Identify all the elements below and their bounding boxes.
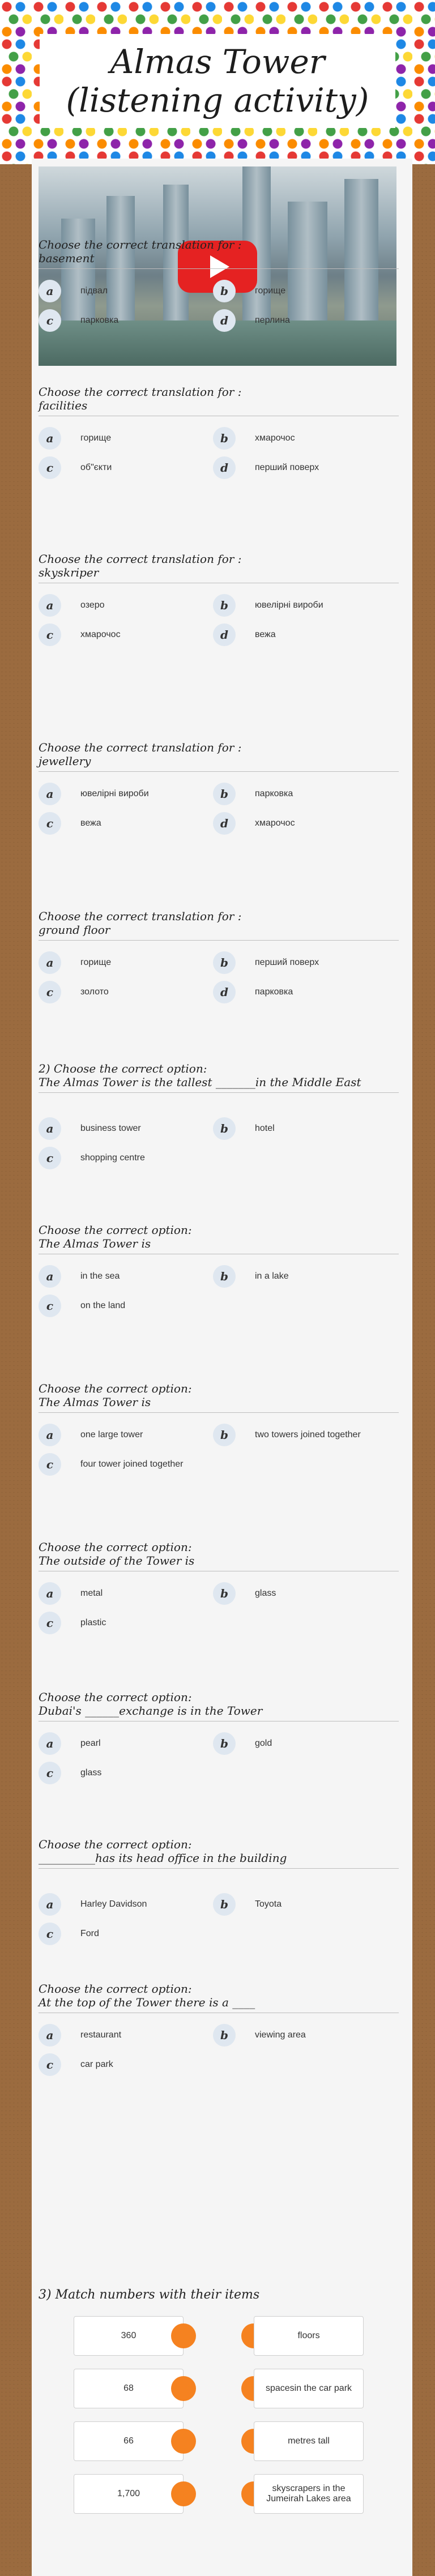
- option-letter-badge: c: [39, 456, 61, 479]
- option-letter-badge: a: [39, 1893, 61, 1916]
- option-label: car park: [80, 2060, 113, 2069]
- match-number: 68: [74, 2369, 184, 2408]
- option-letter-badge: d: [213, 623, 236, 646]
- option-label: in a lake: [255, 1271, 289, 1281]
- option-label: glass: [80, 1768, 102, 1778]
- question-title: Choose the correct option: Dubai's ______exchange is in the Tower: [39, 1690, 399, 1721]
- option-label: metal: [80, 1588, 103, 1598]
- answer-option[interactable]: [39, 1921, 99, 1946]
- match-item: metres tall: [254, 2421, 364, 2461]
- option-label: gold: [255, 1738, 272, 1748]
- answer-option[interactable]: [39, 1452, 183, 1477]
- answer-option[interactable]: [39, 811, 101, 836]
- option-letter-badge: a: [39, 2024, 61, 2047]
- answer-option[interactable]: [39, 308, 118, 333]
- answer-option[interactable]: [213, 980, 293, 1005]
- match-connector-dot[interactable]: [171, 2376, 196, 2401]
- option-letter-badge: c: [39, 1453, 61, 1476]
- answer-option[interactable]: [213, 279, 285, 304]
- option-letter-badge: d: [213, 981, 236, 1003]
- header-banner: [0, 0, 435, 164]
- answer-option[interactable]: [39, 1892, 147, 1917]
- option-label: restaurant: [80, 2030, 122, 2040]
- option-letter-badge: a: [39, 1582, 61, 1605]
- option-letter-badge: b: [213, 2024, 236, 2047]
- match-number: 1,700: [74, 2474, 184, 2514]
- matching-title: 3) Match numbers with their items: [39, 2288, 260, 2302]
- option-label: горище: [80, 958, 112, 967]
- option-letter-badge: b: [213, 594, 236, 617]
- option-label: парковка: [255, 789, 293, 798]
- question-title: Choose the correct translation for : facilities: [39, 385, 399, 416]
- option-label: one large tower: [80, 1430, 143, 1439]
- option-label: business tower: [80, 1123, 141, 1133]
- option-letter-badge: d: [213, 309, 236, 332]
- option-label: горище: [80, 433, 112, 443]
- answer-option[interactable]: [213, 622, 276, 647]
- option-letter-badge: a: [39, 1265, 61, 1288]
- option-letter-badge: a: [39, 783, 61, 805]
- answer-option[interactable]: [213, 593, 323, 618]
- answer-option[interactable]: [39, 455, 112, 480]
- question-title: Choose the correct translation for : ground floor: [39, 909, 399, 941]
- answer-option[interactable]: [39, 950, 111, 975]
- answer-option[interactable]: [39, 781, 149, 806]
- answer-option[interactable]: [213, 1581, 276, 1606]
- question-title: Choose the correct translation for : basement: [39, 238, 399, 269]
- option-label: ювелірні вироби: [255, 600, 323, 610]
- option-letter-badge: c: [39, 981, 61, 1003]
- answer-option[interactable]: [39, 279, 108, 304]
- answer-option[interactable]: [39, 1610, 106, 1635]
- question-title: Choose the correct option: __________has its head office in the building: [39, 1838, 399, 1869]
- option-label: перший поверх: [255, 463, 319, 472]
- option-letter-badge: b: [213, 1265, 236, 1288]
- option-letter-badge: d: [213, 456, 236, 479]
- option-letter-badge: a: [39, 280, 61, 302]
- option-letter-badge: c: [39, 812, 61, 835]
- match-number: 66: [74, 2421, 184, 2461]
- worksheet: [32, 159, 412, 2576]
- option-letter-badge: a: [39, 427, 61, 450]
- option-label: on the land: [80, 1301, 126, 1310]
- option-label: Harley Davidson: [80, 1899, 147, 1909]
- option-label: Toyota: [255, 1899, 282, 1909]
- answer-option[interactable]: [39, 1264, 120, 1289]
- answer-option[interactable]: [39, 1293, 125, 1318]
- option-label: хмарочос: [80, 630, 121, 639]
- option-letter-badge: a: [39, 1424, 61, 1446]
- answer-option[interactable]: [39, 2052, 113, 2077]
- option-label: plastic: [80, 1618, 106, 1627]
- answer-option[interactable]: [39, 593, 105, 618]
- answer-option[interactable]: [39, 426, 111, 451]
- match-item: spacesin the car park: [254, 2369, 364, 2408]
- option-letter-badge: b: [213, 427, 236, 450]
- answer-option[interactable]: [213, 308, 290, 333]
- option-label: вежа: [80, 818, 101, 828]
- answer-option[interactable]: [213, 1422, 361, 1447]
- option-letter-badge: b: [213, 1117, 236, 1140]
- answer-option[interactable]: [213, 455, 319, 480]
- answer-option[interactable]: [213, 1264, 289, 1289]
- answer-option[interactable]: [39, 1116, 141, 1141]
- option-letter-badge: b: [213, 783, 236, 805]
- option-label: hotel: [255, 1123, 275, 1133]
- option-letter-badge: d: [213, 812, 236, 835]
- option-label: Ford: [80, 1929, 99, 1938]
- answer-option[interactable]: [213, 1892, 282, 1917]
- answer-option[interactable]: [213, 1731, 272, 1756]
- question-title: Choose the correct option: The Almas Tower is: [39, 1382, 399, 1413]
- option-label: золото: [80, 987, 109, 997]
- option-letter-badge: a: [39, 1732, 61, 1755]
- answer-option[interactable]: [39, 1581, 103, 1606]
- option-label: хмарочос: [255, 433, 295, 443]
- answer-option[interactable]: [39, 1761, 101, 1785]
- option-label: glass: [255, 1588, 276, 1598]
- option-label: viewing area: [255, 2030, 306, 2040]
- option-letter-badge: b: [213, 280, 236, 302]
- option-letter-badge: b: [213, 1424, 236, 1446]
- option-label: парковка: [80, 315, 119, 325]
- option-label: ювелірні вироби: [80, 789, 149, 798]
- page-title: Almas Tower (listening activity): [66, 42, 369, 119]
- answer-option[interactable]: [39, 980, 109, 1005]
- option-letter-badge: c: [39, 1295, 61, 1317]
- answer-option[interactable]: [213, 811, 295, 836]
- answer-option[interactable]: [213, 781, 293, 806]
- answer-option[interactable]: [213, 2023, 306, 2048]
- option-label: pearl: [80, 1738, 101, 1748]
- option-label: парковка: [255, 987, 293, 997]
- match-connector-dot[interactable]: [171, 2429, 196, 2454]
- option-label: хмарочос: [255, 818, 295, 828]
- answer-option[interactable]: [213, 1116, 275, 1141]
- option-letter-badge: c: [39, 1147, 61, 1169]
- option-letter-badge: b: [213, 1893, 236, 1916]
- question-title: Choose the correct option: The Almas Tower is: [39, 1223, 399, 1254]
- question-title: Choose the correct option: The outside of the Tower is: [39, 1540, 399, 1571]
- option-label: вежа: [255, 630, 276, 639]
- option-letter-badge: a: [39, 951, 61, 974]
- option-label: підвал: [80, 286, 108, 296]
- answer-option[interactable]: [213, 950, 319, 975]
- question-title: Choose the correct option: At the top of the Tower there is a ____: [39, 1982, 399, 2013]
- option-letter-badge: a: [39, 594, 61, 617]
- option-letter-badge: c: [39, 2053, 61, 2076]
- option-label: shopping centre: [80, 1153, 145, 1163]
- option-label: перший поверх: [255, 958, 319, 967]
- option-label: горище: [255, 286, 286, 296]
- match-connector-dot[interactable]: [171, 2323, 196, 2348]
- option-letter-badge: c: [39, 623, 61, 646]
- option-label: two towers joined together: [255, 1430, 361, 1439]
- option-letter-badge: c: [39, 1923, 61, 1945]
- option-letter-badge: b: [213, 951, 236, 974]
- option-letter-badge: b: [213, 1582, 236, 1605]
- option-label: перлина: [255, 315, 290, 325]
- option-letter-badge: c: [39, 1612, 61, 1634]
- answer-option[interactable]: [39, 1731, 101, 1756]
- question-title: Choose the correct translation for : skyskriper: [39, 552, 399, 583]
- match-item: skyscrapers in the Jumeirah Lakes area: [254, 2474, 364, 2514]
- question-title: 2) Choose the correct option: The Almas Tower is the tallest _______in the Middle East: [39, 1062, 399, 1093]
- match-number: 360: [74, 2316, 184, 2356]
- option-label: in the sea: [80, 1271, 120, 1281]
- option-label: four tower joined together: [80, 1459, 184, 1469]
- answer-option[interactable]: [39, 1146, 145, 1170]
- question-title: Choose the correct translation for : jewellery: [39, 741, 399, 772]
- answer-option[interactable]: [39, 2023, 121, 2048]
- option-label: об"єкти: [80, 463, 112, 472]
- answer-option[interactable]: [39, 622, 121, 647]
- option-label: озеро: [80, 600, 105, 610]
- option-letter-badge: c: [39, 309, 61, 332]
- answer-option[interactable]: [39, 1422, 143, 1447]
- option-letter-badge: c: [39, 1762, 61, 1784]
- title-box: [40, 34, 395, 128]
- answer-option[interactable]: [213, 426, 295, 451]
- match-item: floors: [254, 2316, 364, 2356]
- match-connector-dot[interactable]: [171, 2481, 196, 2506]
- option-letter-badge: a: [39, 1117, 61, 1140]
- option-letter-badge: b: [213, 1732, 236, 1755]
